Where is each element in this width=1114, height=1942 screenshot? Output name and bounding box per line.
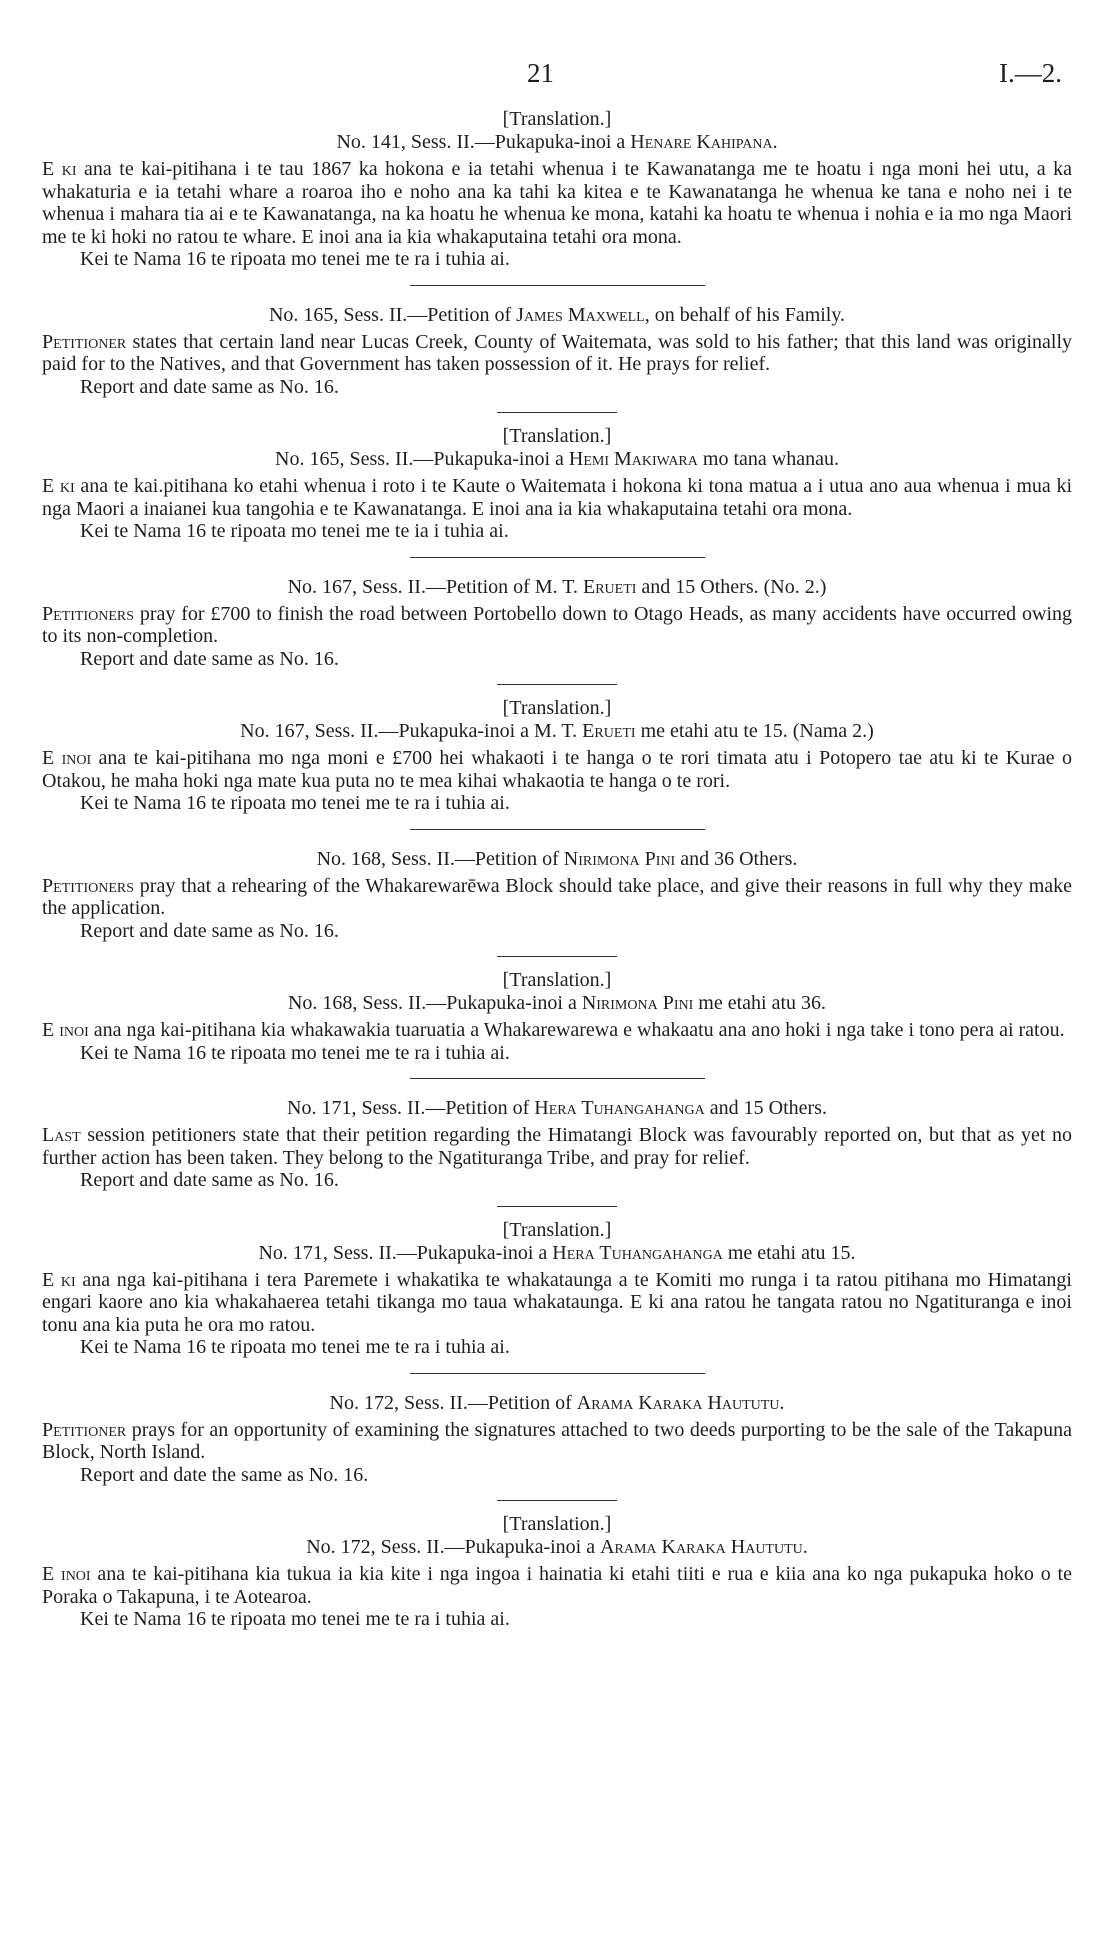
short-divider bbox=[497, 412, 617, 413]
petitioner-name: Henare Kahipana bbox=[630, 131, 773, 153]
section-divider bbox=[410, 1078, 705, 1079]
petition-body: Last session petitioners state that their petition regarding the Himatangi Block was favourably reported on, but that as yet no further action has been taken. They belong to the Ngatituranga Tribe, and pray for relief. bbox=[42, 1124, 1072, 1169]
report-note: Report and date same as No. 16. bbox=[80, 647, 339, 670]
translation-tag: [Translation.] bbox=[502, 425, 612, 447]
petition-body: E inoi ana te kai-pitihana mo nga moni e £700 hei whakaoti i te hanga o te rori timata atu i Potopero tae atu ki te Kurae o Otakou, he maha hoki nga mate kua puta no te mea kihai whakaotia te hanga o te rori. bbox=[42, 747, 1072, 792]
report-note: Kei te Nama 16 te ripoata mo tenei me te ra i tuhia ai. bbox=[80, 248, 510, 270]
section-divider bbox=[410, 557, 705, 558]
short-divider bbox=[497, 684, 617, 685]
translation-tag: [Translation.] bbox=[502, 1513, 612, 1535]
lead-words: E inoi bbox=[42, 1563, 91, 1585]
petition-body: Petitioners pray for £700 to finish the road between Portobello down to Otago Heads, as many accidents have occurred owing to its non-completion. bbox=[42, 602, 1072, 647]
petition-body: Petitioner states that certain land near Lucas Creek, County of Waitemata, was sold to his father; that this land was originally paid for to the Natives, and that Government has taken possession of it. He prays for relief. bbox=[42, 330, 1072, 375]
petition-heading: No. 172, Sess. II.—Petition of Arama Karaka Haututu. bbox=[329, 1391, 785, 1414]
report-note: Report and date the same as No. 16. bbox=[80, 1463, 369, 1486]
report-note: Kei te Nama 16 te ripoata mo tenei me te ia i tuhia ai. bbox=[80, 520, 509, 542]
petition-entry bbox=[42, 969, 1072, 1064]
petition-heading: No. 165, Sess. II.—Pukapuka-inoi a Hemi Makiwara mo tana whanau. bbox=[275, 448, 839, 470]
section-divider bbox=[410, 1373, 705, 1374]
petition-heading: No. 168, Sess. II.—Petition of Nirimona Pini and 36 Others. bbox=[316, 847, 798, 870]
translation-tag: [Translation.] bbox=[502, 108, 612, 130]
translation-tag: [Translation.] bbox=[502, 1218, 612, 1241]
report-note: Kei te Nama 16 te ripoata mo tenei me te ra i tuhia ai. bbox=[80, 792, 510, 814]
petition-heading: No. 168, Sess. II.—Pukapuka-inoi a Nirimona Pini me etahi atu 36. bbox=[287, 992, 827, 1014]
translation-tag: [Translation.] bbox=[502, 697, 612, 719]
petition-entry bbox=[42, 1097, 1072, 1192]
petition-heading: No. 171, Sess. II.—Petition of Hera Tuhangahanga and 15 Others. bbox=[287, 1097, 827, 1119]
petition-entry bbox=[42, 576, 1072, 671]
petition-entry bbox=[42, 1392, 1072, 1487]
petition-entry bbox=[42, 425, 1072, 543]
short-divider bbox=[497, 1500, 617, 1501]
short-divider bbox=[497, 1206, 617, 1207]
page-header bbox=[0, 58, 1114, 98]
section-divider bbox=[410, 829, 705, 830]
petitioner-name: Hemi Makiwara bbox=[568, 448, 698, 470]
petition-body: Petitioner prays for an opportunity of examining the signatures attached to two deeds purporting to be the sale of the Takapuna Block, North Island. bbox=[42, 1418, 1072, 1463]
lead-words: Petitioner bbox=[42, 330, 127, 353]
petitioner-name: Nirimona Pini bbox=[563, 847, 676, 870]
petition-entry bbox=[42, 108, 1072, 271]
document-reference: I.—2. bbox=[999, 58, 1062, 88]
petition-heading: No. 165, Sess. II.—Petition of James Maxwell, on behalf of his Family. bbox=[268, 303, 846, 326]
petition-body: E inoi ana te kai-pitihana kia tukua ia kia kite i nga ingoa i hainatia ki etahi tiiti e rua e kiia ana ko nga pukapuka hoko o te Poraka o Takapuna, i te Aotearoa. bbox=[42, 1563, 1072, 1608]
report-note: Report and date same as No. 16. bbox=[80, 375, 339, 398]
petitioner-name: James Maxwell bbox=[516, 303, 645, 326]
report-note: Report and date same as No. 16. bbox=[80, 1169, 339, 1191]
petitioner-name: Erueti bbox=[582, 575, 637, 598]
petition-heading: No. 141, Sess. II.—Pukapuka-inoi a Henare Kahipana. bbox=[336, 131, 778, 153]
petitioner-name: Hera Tuhangahanga bbox=[552, 1241, 723, 1264]
lead-words: E ki bbox=[42, 475, 75, 497]
report-note: Report and date same as No. 16. bbox=[80, 919, 339, 942]
short-divider bbox=[497, 956, 617, 957]
petitioner-name: Arama Karaka Haututu bbox=[576, 1391, 780, 1414]
page-number: 21 bbox=[527, 58, 554, 88]
lead-words: E ki bbox=[42, 158, 77, 180]
lead-words: E inoi bbox=[42, 747, 92, 769]
section-divider bbox=[410, 285, 705, 286]
petitioner-name: Nirimona Pini bbox=[581, 992, 694, 1014]
lead-words: E inoi bbox=[42, 1019, 89, 1041]
petition-entry bbox=[42, 1219, 1072, 1359]
petition-entry bbox=[42, 697, 1072, 815]
report-note: Kei te Nama 16 te ripoata mo tenei me te ra i tuhia ai. bbox=[80, 1041, 510, 1064]
petition-body: E ki ana te kai.pitihana ko etahi whenua i roto i te Kaute o Waitemata i hokona ki tona matua a i utua ano aua whenua i mua ki nga Maori a inaianei kua tangohia e te Kawanatanga. E inoi ana ia kia whakaputaina tetahi ora mona. bbox=[42, 475, 1072, 520]
petition-heading: No. 167, Sess. II.—Pukapuka-inoi a M. T. Erueti me etahi atu te 15. (Nama 2.) bbox=[240, 720, 874, 742]
petitioner-name: Hera Tuhangahanga bbox=[534, 1097, 705, 1119]
report-note: Kei te Nama 16 te ripoata mo tenei me te ra i tuhia ai. bbox=[80, 1608, 510, 1630]
petition-entry bbox=[42, 1513, 1072, 1631]
translation-tag: [Translation.] bbox=[502, 969, 612, 991]
report-note: Kei te Nama 16 te ripoata mo tenei me te ra i tuhia ai. bbox=[80, 1336, 510, 1358]
petition-body: Petitioners pray that a rehearing of the Whakarewarēwa Block should take place, and give their reasons in full why they make the application. bbox=[42, 874, 1072, 919]
petition-body: E inoi ana nga kai-pitihana kia whakawakia tuaruatia a Whakarewarewa e whakaatu ana ano hoki i nga take i tono pera ai ratou. bbox=[42, 1019, 1065, 1041]
lead-words: Last bbox=[42, 1124, 81, 1146]
petition-heading: No. 167, Sess. II.—Petition of M. T. Erueti and 15 Others. (No. 2.) bbox=[287, 575, 827, 598]
petition-entry bbox=[42, 848, 1072, 943]
lead-words: Petitioners bbox=[42, 602, 134, 625]
petition-entry bbox=[42, 304, 1072, 399]
page-content bbox=[42, 106, 1072, 1631]
petition-heading: No. 172, Sess. II.—Pukapuka-inoi a Arama Karaka Haututu. bbox=[306, 1536, 808, 1558]
petition-heading: No. 171, Sess. II.—Pukapuka-inoi a Hera Tuhangahanga me etahi atu 15. bbox=[258, 1241, 856, 1264]
petition-body: E ki ana nga kai-pitihana i tera Paremete i whakatika te whakataunga a te Komiti mo runga i ta ratou pitihana mo Himatangi engari kaore ano kia whakahaerea tetahi tikanga mo taua whakataunga. E ki ana ratou he tangata ratou no Ngatituranga e inoi tonu ana kia puta he ora mo ratou. bbox=[42, 1268, 1072, 1336]
lead-words: E ki bbox=[42, 1268, 76, 1291]
petitioner-name: Arama Karaka Haututu bbox=[600, 1536, 803, 1558]
lead-words: Petitioner bbox=[42, 1418, 127, 1441]
lead-words: Petitioners bbox=[42, 874, 134, 897]
petitioner-name: Erueti bbox=[582, 720, 636, 742]
petition-body: E ki ana te kai-pitihana i te tau 1867 ka hokona e ia tetahi whenua i te Kawanatanga me te hoatu i nga moni hei utu, a ka whakaturia e ia tetahi whare a roaroa iho e noho ana ka tahi ka kitea e te Kawanatanga he whenua ke tana e noho nei i te whenua i mahara tia ai e te Kawanatanga, na ka hoatu he whenua ke mona, katahi ka hoatu te whenua i nohia e ia mo nga Maori me te ki hoki no ratou te whare. E inoi ana ia kia whakaputaina tetahi ora mona. bbox=[42, 158, 1072, 248]
